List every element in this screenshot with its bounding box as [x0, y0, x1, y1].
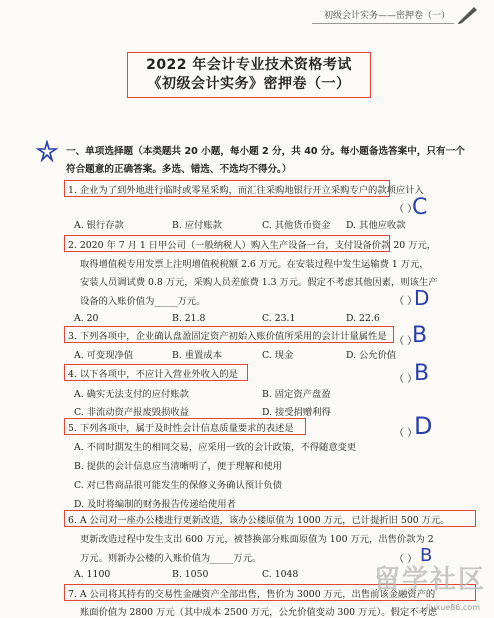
q1-answer-paren: （ ）: [394, 204, 418, 215]
q5-answer-paren: （ ）: [394, 428, 418, 439]
running-header: 初级会计实务——密押卷（一）: [312, 8, 454, 24]
q1-option-d: D. 其他应收款: [346, 220, 406, 231]
q4-text: 4. 以下各项中，不应计入营业外收入的是: [68, 369, 238, 380]
q3-option-a: A. 可变现净值: [74, 350, 134, 361]
exam-title: 2022 年会计专业技术资格考试: [146, 57, 352, 73]
q3-option-c: C. 现金: [262, 350, 294, 361]
q6-option-b: B. 1050: [172, 569, 209, 580]
q6-text-line-2: 更新改造过程中发生支出 600 万元，被替换部分账面原值为 100 万元，出售价款为 2: [80, 534, 434, 545]
q5-option-d: D. 及时将编制的财务报告传递给使用者: [74, 499, 236, 510]
q4-option-b: B. 固定资产盘盈: [262, 389, 331, 400]
q2-answer-paren: （ ）: [394, 296, 418, 307]
section-line-2: 符合题意的正确答案。多选、错选、不选均不得分。）: [66, 164, 292, 175]
q6-text: 6. A 公司对一座办公楼进行更新改造，该办公楼原值为 1000 万元，已计提折旧 500 万元。: [68, 515, 450, 526]
watermark-logo: 留学社区: [373, 565, 486, 595]
q6-answer-paren: （ ）: [394, 554, 418, 565]
q3-option-b: B. 重置成本: [172, 350, 222, 361]
q6-option-a: A. 1100: [74, 569, 111, 580]
q2-handwritten-answer: D: [414, 286, 430, 310]
q6-handwritten-answer: B: [420, 545, 433, 566]
q3-answer-paren: （ ）: [394, 336, 418, 347]
q5-option-a: A. 不同时期发生的相同交易，应采用一致的会计政策，不得随意变更: [74, 442, 357, 453]
q5-text: 5. 下列各项中，属于及时性会计信息质量要求的表述是: [68, 423, 294, 434]
q2-text: 2. 2020 年 7 月 1 日甲公司（一般纳税人）购入生产设备一台，支付设备价款 20 万元，: [68, 240, 437, 251]
q6-text-line-3: 万元。则新办公楼的入账价值为_____万元。: [80, 553, 262, 564]
q4-handwritten-answer: B: [414, 361, 430, 386]
q3-option-d: D. 公允价值: [346, 350, 397, 361]
q4-answer-paren: （ ）: [394, 374, 418, 385]
q1-handwritten-answer: C: [412, 195, 428, 220]
q2-text-line-3: 安装人员调试费 0.8 万元，采购人员差旅费 1.3 万元。假定不考虑其他因素，则该生产: [80, 277, 438, 288]
watermark-url: liuxue86.com: [425, 603, 480, 612]
q4-option-c: C. 非流动资产报废毁损收益: [74, 407, 189, 418]
title-box: [127, 52, 371, 98]
section-instructions: [66, 143, 484, 179]
q1-option-a: A. 银行存款: [74, 220, 124, 231]
q1-text: 1. 企业为了到外地进行临时或零星采购，而汇往采购地银行开立采购专户的款项应计入: [68, 185, 424, 196]
q6-option-c: C. 1048: [262, 569, 299, 580]
q3-handwritten-answer: B: [412, 323, 428, 348]
q7-text-line-2: 账面价值为 2800 万元（其中成本 2500 万元，公允价值变动 300 万元）。假定不考虑: [80, 607, 438, 618]
q4-option-d: D. 接受捐赠利得: [262, 407, 331, 418]
q2-option-d: D. 22.6: [346, 313, 380, 324]
q5-option-b: B. 提供的会计信息应当清晰明了，便于理解和使用: [74, 461, 282, 472]
q7-text: 7. A 公司将其持有的交易性金融资产全部出售，售价为 3000 万元，出售前该金融资产的: [68, 589, 436, 600]
q3-text: 3. 下列各项中，企业确认盘盈固定资产初始入账价值所采用的会计计量属性是: [68, 331, 387, 342]
exam-subtitle: 《初级会计实务》密押卷（一）: [147, 76, 351, 92]
q1-option-b: B. 应付账款: [172, 220, 222, 231]
q2-option-b: B. 21.8: [172, 313, 206, 324]
pen-icon: [456, 4, 480, 24]
q2-text-line-4: 设备的入账价值为_____万元。: [80, 296, 206, 307]
star-mark-icon: [36, 140, 58, 162]
section-line-1: 一、单项选择题（本类题共 20 小题，每小题 2 分，共 40 分。每小题备选答案中，只有一个: [66, 146, 465, 157]
q5-option-c: C. 对已售商品很可能发生的保修义务确认预计负债: [74, 480, 282, 491]
q2-text-line-2: 取得增值税专用发票上注明增值税税额 2.6 万元。在安装过程中发生运输费 1 万元，: [80, 259, 429, 270]
q5-handwritten-answer: D: [414, 412, 433, 440]
q4-option-a: A. 确实无法支付的应付账款: [74, 389, 189, 400]
q1-option-c: C. 其他货币资金: [262, 220, 331, 231]
q2-option-a: A. 20: [74, 313, 99, 324]
q2-option-c: C. 23.1: [262, 313, 296, 324]
